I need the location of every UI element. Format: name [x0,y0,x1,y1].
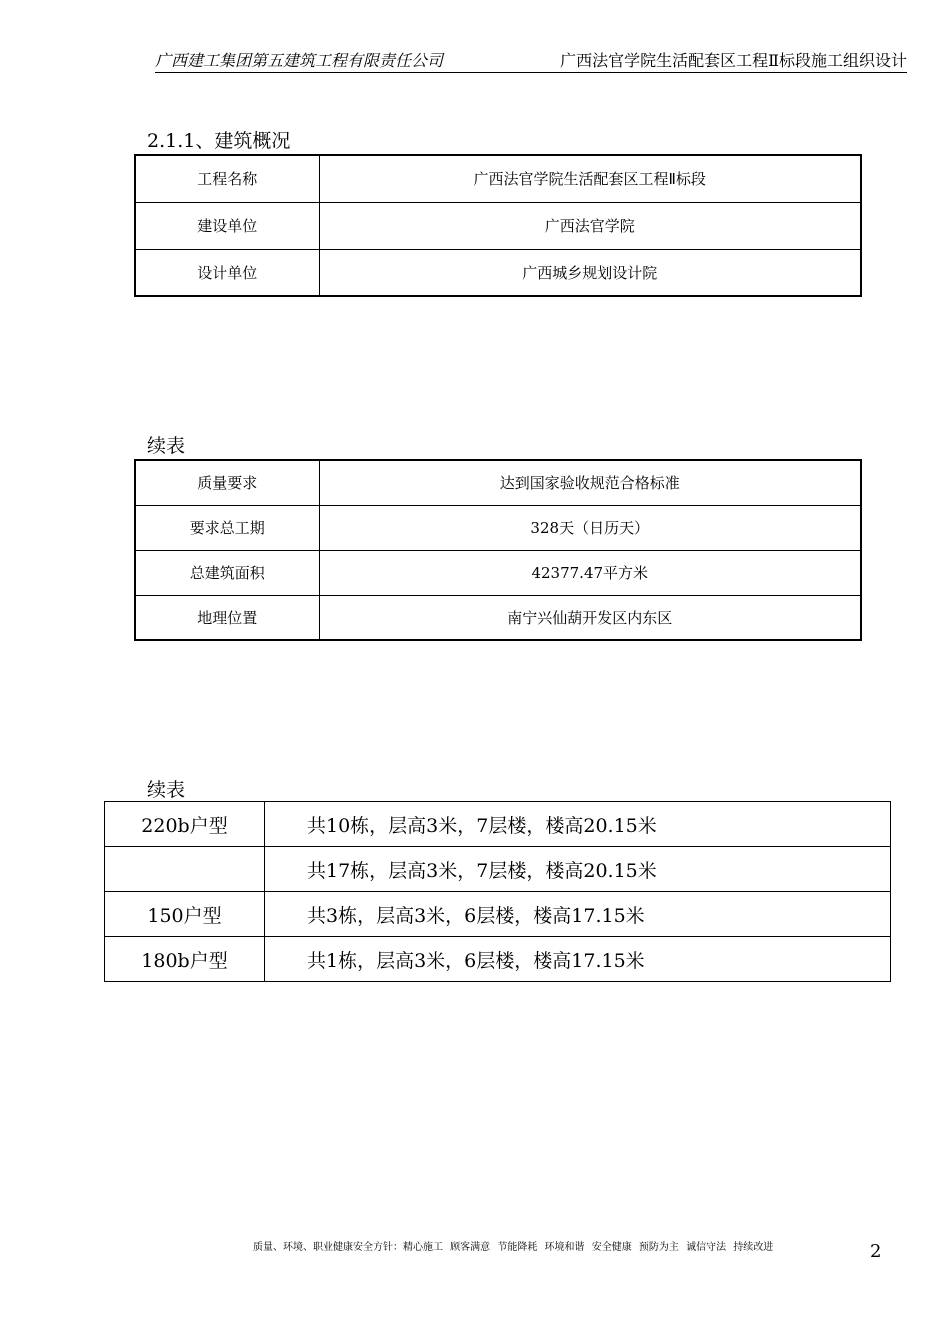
cell-value [319,550,861,595]
cell-value: 达到国家验收规范合格标准 [319,460,861,505]
cell-unit-type: 150户型 [105,892,265,937]
page-number: 2 [870,1241,882,1262]
table-row [135,249,861,296]
table-row [135,202,861,249]
cell-unit-desc: 共1栋，层高3米，6层楼，楼高17.15米 [265,937,891,982]
table-row [105,847,891,892]
cell-label: 质量要求 [135,460,319,505]
cell-value [319,505,861,550]
cell-label: 建设单位 [135,202,319,249]
cell-value: 南宁兴仙葫开发区内东区 [319,595,861,640]
table-row [105,892,891,937]
table-row [135,505,861,550]
cell-value: 广西城乡规划设计院 [319,249,861,296]
table-row [135,155,861,202]
cell-unit-type: 180b户型 [105,937,265,982]
value-number: 328 [530,519,560,537]
cell-unit-type: 220b户型 [105,802,265,847]
overview-table [134,154,862,297]
table-row [105,802,891,847]
cell-unit-desc: 共10栋，层高3米，7层楼，楼高20.15米 [265,802,891,847]
table-row [135,550,861,595]
cell-unit-desc: 共17栋，层高3米，7层楼，楼高20.15米 [265,847,891,892]
cell-label: 要求总工期 [135,505,319,550]
cell-label: 总建筑面积 [135,550,319,595]
value-unit: 平方米 [603,564,649,582]
section-title-continued-2: 续表 [147,779,186,801]
requirements-table [134,459,862,641]
header-doc-type: 施工组织设计 [810,51,907,70]
footer-policy: 质量、环境、职业健康安全方针：精心施工 顾客满意 节能降耗 环境和谐 安全健康 预防为主 诚信守法 持续改进 [253,1242,774,1253]
value-number: 42377.47 [531,564,604,582]
cell-value: 广西法官学院生活配套区工程Ⅱ标段 [319,155,861,202]
cell-label: 工程名称 [135,155,319,202]
table-row [105,937,891,982]
section-title-overview: 2.1.1、建筑概况 [147,130,291,152]
section-title-continued-1: 续表 [147,435,186,457]
unit-types-table [104,801,891,982]
value-unit: 天（日历天） [559,519,650,537]
cell-unit-desc: 共3栋，层高3米，6层楼，楼高17.15米 [265,892,891,937]
header-project [500,50,907,73]
cell-label: 地理位置 [135,595,319,640]
cell-value: 广西法官学院 [319,202,861,249]
header-company: 广西建工集团第五建筑工程有限责任公司 [155,50,500,73]
table-row [135,595,861,640]
cell-label: 设计单位 [135,249,319,296]
header-project-name: 广西法官学院生活配套区工程Ⅱ标段 [560,51,811,70]
table-row [135,460,861,505]
cell-unit-type [105,847,265,892]
